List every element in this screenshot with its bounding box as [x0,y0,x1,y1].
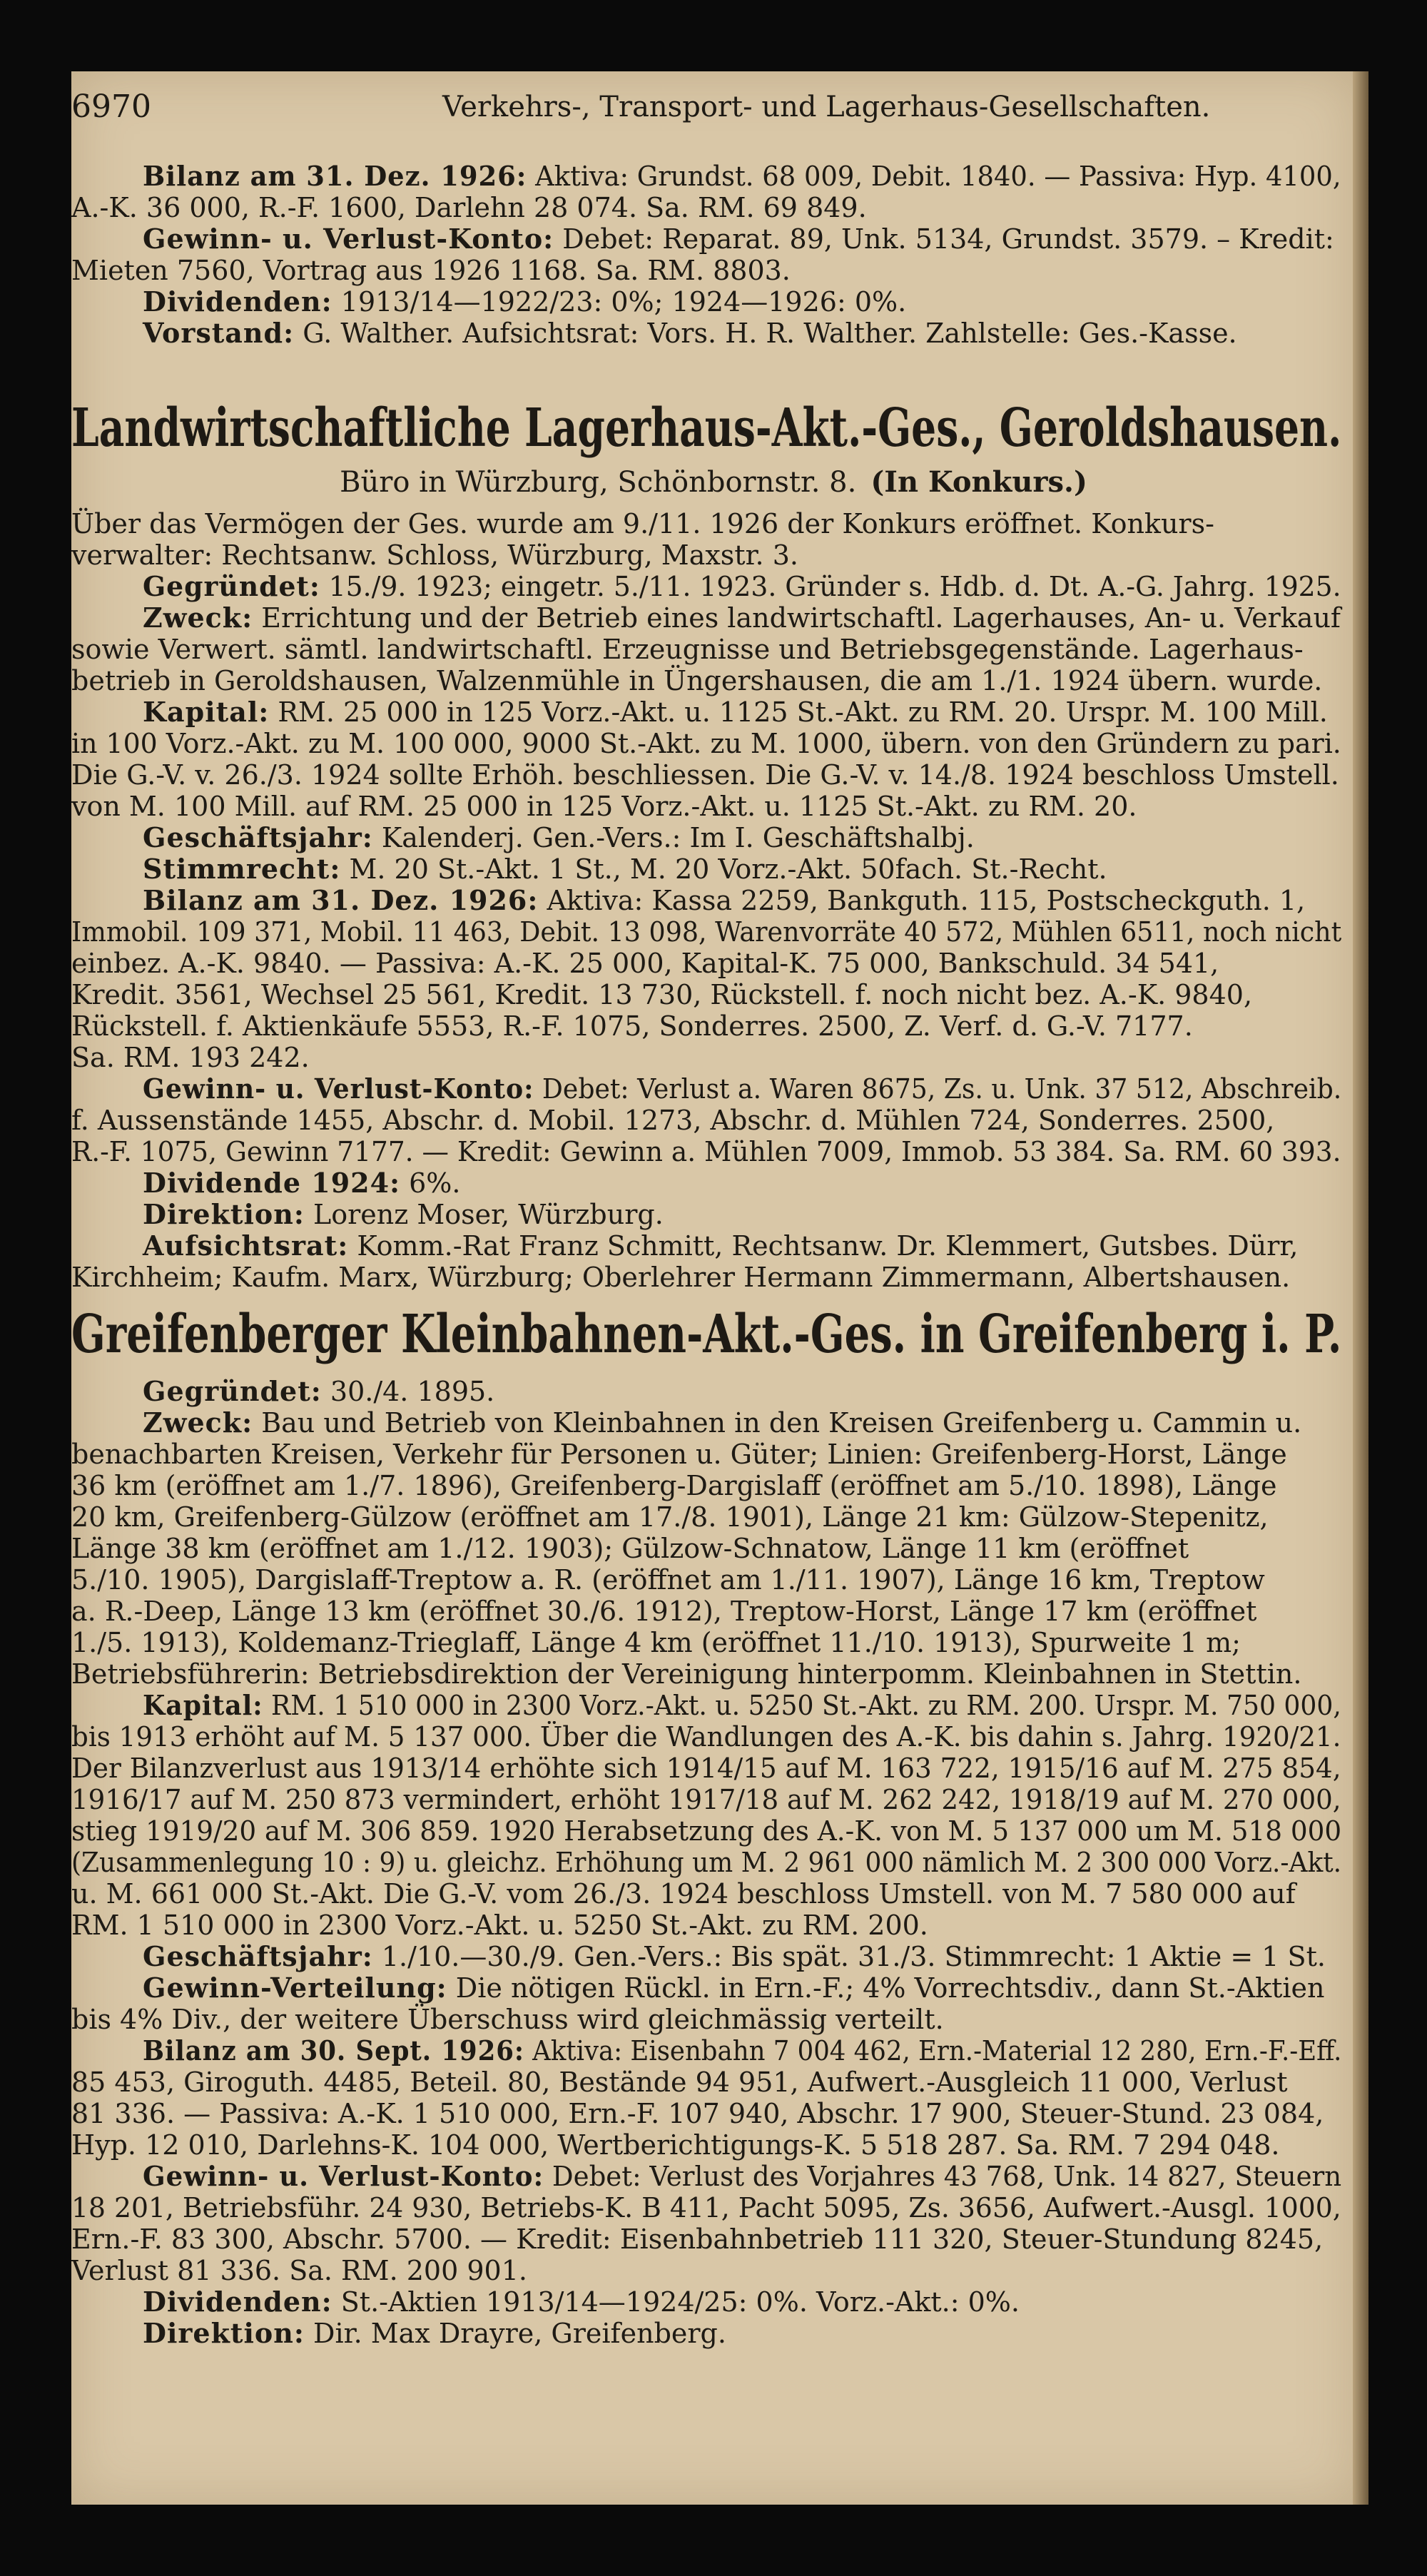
text-line [143,1972,1325,2004]
line-text: 1./5. 1913), Koldemanz-Trieglaff, Länge 4 km (eröffnet 11./10. 1913), Spurweite 1 m; [71,1627,1241,1658]
line-text: 18 201, Betriebsführ. 24 930, Betriebs-K. B 411, Pacht 5095, Zs. 3656, Aufwert.-Ausgl. 1000, [71,2192,1341,2223]
line-text: RM. 1 510 000 in 2300 Vorz.-Akt. u. 5250 St.-Akt. zu RM. 200. Urspr. M. 750 000, [263,1690,1341,1721]
line-text: 85 453, Giroguth. 4485, Beteil. 80, Bestände 94 951, Aufwert.-Ausgleich 11 000, Verlust [71,2067,1288,2098]
text-line [143,2035,1341,2067]
text-line [71,1042,310,1073]
status-note: (In Konkurs.) [870,465,1087,499]
text-line [71,2004,944,2035]
line-text: bis 1913 erhöht auf M. 5 137 000. Über die Wandlungen des A.-K. bis dahin s. Jahrg. 1920/21. [71,1721,1341,1753]
line-text: Hyp. 12 010, Darlehns-K. 104 000, Wertberichtigungs-K. 5 518 287. Sa. RM. 7 294 048. [71,2129,1280,2161]
company-title: Landwirtschaftliche Lagerhaus-Akt.-Ges., Geroldshausen. [71,397,1342,459]
line-text: Rückstell. f. Aktienkäufe 5553, R.-F. 1075, Sonderres. 2500, Z. Verf. d. G.-V. 7177. [71,1010,1193,1042]
company-subtitle [0,465,1427,500]
field-label: Aufsichtsrat: [143,1229,349,1262]
text-line [143,1690,1341,1721]
line-text: Länge 38 km (eröffnet am 1./12. 1903); Gülzow-Schnatow, Länge 11 km (eröffnet [71,1533,1189,1564]
field-label: Bilanz am 31. Dez. 1926: [143,884,539,916]
text-line [143,602,1341,634]
text-line [71,2255,527,2286]
line-text: sowie Verwert. sämtl. landwirtschaftl. Erzeugnisse und Betriebsgegenstände. Lagerhaus- [71,634,1304,665]
line-text: RM. 1 510 000 in 2300 Vorz.-Akt. u. 5250 St.-Akt. zu RM. 200. [71,1910,928,1941]
running-title: Verkehrs-, Transport- und Lagerhaus-Gesellschaften. [442,91,1211,123]
page-header [71,86,1384,128]
text-line [143,2286,1020,2318]
office-address: Büro in Würzburg, Schönbornstr. 8. [340,466,857,499]
line-text: Mieten 7560, Vortrag aus 1926 1168. Sa. RM. 8803. [71,255,791,286]
field-label: Bilanz am 31. Dez. 1926: [143,160,527,192]
line-text: Aktiva: Eisenbahn 7 004 462, Ern.-Material 12 280, Ern.-F.-Eff. [524,2035,1342,2067]
line-text: Kirchheim; Kaufm. Marx, Würzburg; Oberlehrer Hermann Zimmermann, Albertshausen. [71,1262,1291,1293]
line-text: Kredit. 3561, Wechsel 25 561, Kredit. 13 730, Rückstell. f. noch nicht bez. A.-K. 9840, [71,979,1253,1010]
line-text: Der Bilanzverlust aus 1913/14 erhöhte sich 1914/15 auf M. 163 722, 1915/16 auf M. 275 854, [71,1753,1341,1784]
text-line [71,1847,1341,1878]
line-text: 1./10.—30./9. Gen.-Vers.: Bis spät. 31./3. Stimmrecht: 1 Aktie = 1 St. [372,1941,1326,1972]
text-line [71,1658,1301,1690]
field-label: Direktion: [143,1198,305,1230]
text-line [71,1105,1274,1136]
line-text: benachbarten Kreisen, Verkehr für Personen u. Güter; Linien: Greifenberg-Horst, Länge [71,1439,1287,1470]
text-line [143,223,1334,255]
line-text: 20 km, Greifenberg-Gülzow (eröffnet am 17./8. 1901), Länge 21 km: Gülzow-Stepenitz, [71,1501,1269,1533]
text-line [71,979,1252,1010]
line-text: Lorenz Moser, Würzburg. [304,1199,664,1230]
text-line [143,2318,726,2349]
page-number: 6970 [71,88,151,125]
field-label: Zweck: [143,602,253,634]
text-line [71,791,1137,822]
text-line [143,1167,461,1199]
text-line [71,1878,1296,1910]
text-line [71,1533,1189,1564]
field-label: Gegründet: [143,570,320,602]
line-text: M. 20 St.-Akt. 1 St., M. 20 Vorz.-Akt. 50fach. St.-Recht. [340,853,1107,885]
field-label: Kapital: [143,1689,263,1721]
text-line [143,885,1305,916]
line-text: f. Aussenstände 1455, Abschr. d. Mobil. 1273, Abschr. d. Mühlen 724, Sonderres. 2500, [71,1105,1275,1136]
text-line [71,1627,1241,1658]
text-line [143,318,1237,349]
text-line [143,571,1341,602]
line-text: Kalenderj. Gen.-Vers.: Im I. Geschäftshalbj. [372,822,975,853]
line-text: Die G.-V. v. 26./3. 1924 sollte Erhöh. beschliessen. Die G.-V. v. 14./8. 1924 beschloss Umstell. [71,759,1339,791]
line-text: u. M. 661 000 St.-Akt. Die G.-V. vom 26./3. 1924 beschloss Umstell. von M. 7 580 000 auf [71,1878,1296,1910]
line-text: bis 4% Div., der weitere Überschuss wird gleichmässig verteilt. [71,2004,944,2035]
text-line [71,2192,1341,2223]
line-text: verwalter: Rechtsanw. Schloss, Würzburg, Maxstr. 3. [71,539,798,571]
line-text: 1913/14—1922/23: 0%; 1924—1926: 0%. [332,286,907,318]
text-line [71,759,1339,791]
line-text: 81 336. — Passiva: A.-K. 1 510 000, Ern.-F. 107 940, Abschr. 17 900, Steuer-Stund. 23 084, [71,2098,1324,2129]
text-line [71,728,1341,759]
field-label: Direktion: [143,2317,305,2349]
line-text: Betriebsführerin: Betriebsdirektion der Vereinigung hinterpomm. Kleinbahnen in Stettin. [71,1658,1302,1690]
field-label: Gewinn- u. Verlust-Konto: [143,223,554,255]
text-line [143,1407,1301,1439]
line-text: Ern.-F. 83 300, Abschr. 5700. — Kredit: Eisenbahnbetrieb 111 320, Steuer-Stundung 8245, [71,2223,1324,2255]
text-line [71,255,791,286]
field-label: Geschäftsjahr: [143,1940,373,1972]
line-text: Aktiva: Kassa 2259, Bankguth. 115, Postscheckguth. 1, [538,885,1306,916]
field-label: Zweck: [143,1406,253,1439]
line-text: Bau und Betrieb von Kleinbahnen in den Kreisen Greifenberg u. Cammin u. [253,1407,1302,1439]
text-line [71,2098,1324,2129]
text-line [143,822,975,853]
line-text: einbez. A.-K. 9840. — Passiva: A.-K. 25 000, Kapital-K. 75 000, Bankschuld. 34 541, [71,948,1219,979]
text-line [143,1941,1326,1972]
line-text: Immobil. 109 371, Mobil. 11 463, Debit. 13 098, Warenvorräte 40 572, Mühlen 6511, noch nicht [71,916,1342,948]
line-text: 30./4. 1895. [321,1376,495,1407]
line-text: A.-K. 36 000, R.-F. 1600, Darlehn 28 074. Sa. RM. 69 849. [71,192,867,223]
field-label: Dividenden: [143,285,332,318]
field-label: Gewinn- u. Verlust-Konto: [143,2160,544,2192]
line-text: RM. 25 000 in 125 Vorz.-Akt. u. 1125 St.-Akt. zu RM. 20. Urspr. M. 100 Mill. [269,696,1328,728]
text-line [71,1262,1290,1293]
text-line [71,1753,1341,1784]
text-line [71,1815,1341,1847]
line-text: Verlust 81 336. Sa. RM. 200 901. [71,2255,527,2286]
text-line [71,1910,928,1941]
line-text: Debet: Verlust des Vorjahres 43 768, Unk. 14 827, Steuern [544,2161,1342,2192]
text-line [71,1564,1265,1596]
line-text: betrieb in Geroldshausen, Walzenmühle in Üngershausen, die am 1./1. 1924 übern. wurde. [71,665,1323,696]
text-line [71,1470,1276,1501]
line-text: R.-F. 1075, Gewinn 7177. — Kredit: Gewinn a. Mühlen 7009, Immob. 53 384. Sa. RM. 60 393. [71,1136,1341,1167]
line-text: in 100 Vorz.-Akt. zu M. 100 000, 9000 St.-Akt. zu M. 1000, übern. von den Gründern zu pari. [71,728,1341,759]
field-label: Geschäftsjahr: [143,821,373,853]
line-text: stieg 1919/20 auf M. 306 859. 1920 Herabsetzung des A.-K. von M. 5 137 000 um M. 518 000 [71,1815,1342,1847]
text-line [71,1501,1269,1533]
text-line [143,1376,494,1407]
line-text: 6%. [400,1167,461,1199]
field-label: Gewinn-Verteilung: [143,1972,447,2004]
field-label: Dividende 1924: [143,1167,401,1199]
page-edge [1353,71,1368,2505]
text-line [71,634,1304,665]
line-text: 15./9. 1923; eingetr. 5./11. 1923. Gründer s. Hdb. d. Dt. A.-G. Jahrg. 1925. [320,571,1341,602]
field-label: Stimmrecht: [143,853,341,885]
text-line [143,696,1328,728]
line-text: von M. 100 Mill. auf RM. 25 000 in 125 Vorz.-Akt. u. 1125 St.-Akt. zu RM. 20. [71,791,1137,822]
text-line [71,1439,1287,1470]
text-line [143,1073,1341,1105]
company-title: Greifenberger Kleinbahnen-Akt.-Ges. in Greifenberg i. P. [71,1304,1342,1365]
text-line [143,853,1107,885]
line-text: 5./10. 1905), Dargislaff-Treptow a. R. (eröffnet am 1./11. 1907), Länge 16 km, Treptow [71,1564,1265,1596]
text-line [143,161,1341,192]
text-line [71,508,1214,539]
line-text: a. R.-Deep, Länge 13 km (eröffnet 30./6. 1912), Treptow-Horst, Länge 17 km (eröffnet [71,1596,1257,1627]
text-line [143,1230,1298,1262]
line-text: G. Walther. Aufsichtsrat: Vors. H. R. Walther. Zahlstelle: Ges.-Kasse. [294,318,1237,349]
line-text: Komm.-Rat Franz Schmitt, Rechtsanw. Dr. Klemmert, Gutsbes. Dürr, [348,1230,1299,1262]
text-line [71,539,798,571]
text-line [71,1784,1341,1815]
field-label: Gewinn- u. Verlust-Konto: [143,1073,534,1105]
line-text: Debet: Verlust a. Waren 8675, Zs. u. Unk. 37 512, Abschreib. [534,1073,1342,1105]
field-label: Kapital: [143,696,270,728]
text-line [143,2161,1341,2192]
text-line [71,1721,1341,1753]
line-text: Dir. Max Drayre, Greifenberg. [304,2318,726,2349]
line-text: Aktiva: Grundst. 68 009, Debit. 1840. — Passiva: Hyp. 4100, [527,161,1341,192]
line-text: St.-Aktien 1913/14—1924/25: 0%. Vorz.-Akt.: 0%. [332,2286,1020,2318]
text-line [143,286,906,318]
text-line [71,948,1219,979]
text-line [143,1199,664,1230]
line-text: (Zusammenlegung 10 : 9) u. gleichz. Erhöhung um M. 2 961 000 nämlich M. 2 300 000 Vorz.-Akt. [71,1847,1342,1878]
line-text: 1916/17 auf M. 250 873 vermindert, erhöht 1917/18 auf M. 262 242, 1918/19 auf M. 270 000, [71,1784,1341,1815]
text-line [71,2129,1280,2161]
line-text: Debet: Reparat. 89, Unk. 5134, Grundst. 3579. – Kredit: [554,223,1334,255]
text-line [71,1596,1256,1627]
field-label: Dividenden: [143,2286,332,2318]
line-text: 36 km (eröffnet am 1./7. 1896), Greifenberg-Dargislaff (eröffnet am 5./10. 1898), Länge [71,1470,1277,1501]
field-label: Bilanz am 30. Sept. 1926: [143,2034,524,2067]
line-text: Über das Vermögen der Ges. wurde am 9./11. 1926 der Konkurs eröffnet. Konkurs- [71,508,1214,539]
line-text: Die nötigen Rückl. in Ern.-F.; 4% Vorrechtsdiv., dann St.-Aktien [447,1972,1325,2004]
text-line [71,916,1341,948]
text-line [71,2067,1288,2098]
text-line [71,2223,1323,2255]
text-line [71,1136,1341,1167]
text-line [71,1010,1193,1042]
text-line [71,665,1322,696]
field-label: Vorstand: [143,317,295,349]
line-text: Errichtung und der Betrieb eines landwirtschaftl. Lagerhauses, An- u. Verkauf [253,602,1341,634]
text-line [71,192,867,223]
field-label: Gegründet: [143,1375,322,1407]
line-text: Sa. RM. 193 242. [71,1042,310,1073]
